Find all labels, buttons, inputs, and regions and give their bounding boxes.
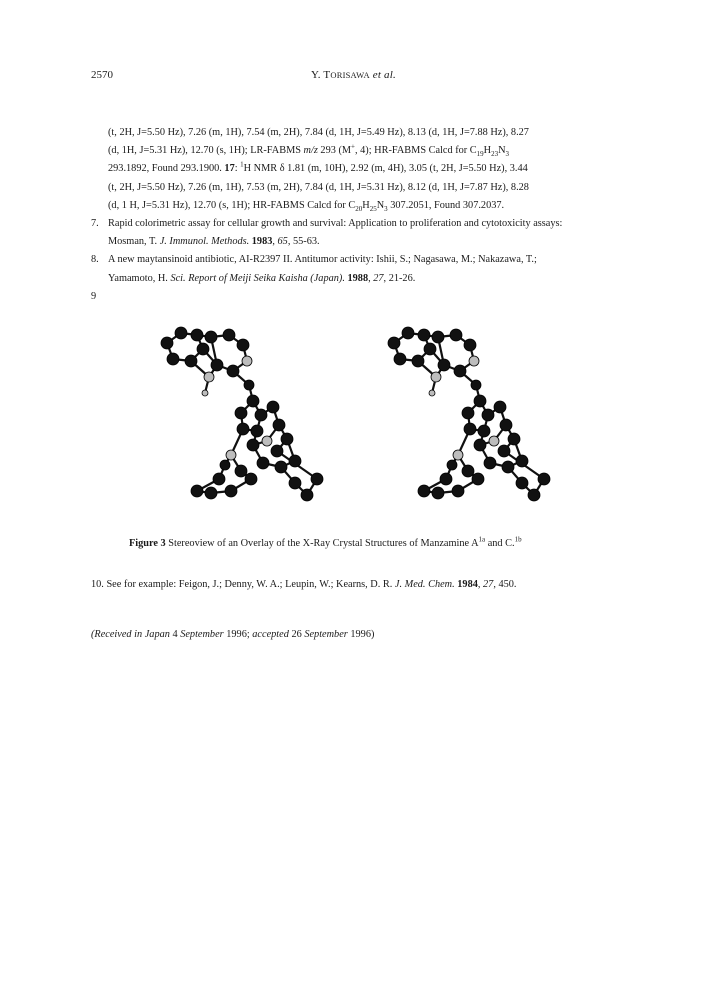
reference-text: , — [272, 236, 278, 248]
journal-name: Sci. Report of Meiji Seika Kaisha (Japan). — [170, 272, 345, 284]
note-text: H — [483, 145, 492, 157]
received-text: 1996) — [347, 629, 375, 640]
reference-7-cont — [91, 233, 631, 251]
hetero-atom — [489, 436, 499, 446]
note-text: 293.1892, Found 293.1900. — [108, 163, 225, 175]
carbon-atom — [424, 343, 436, 355]
carbon-atom — [237, 423, 249, 435]
carbon-atom — [167, 353, 179, 365]
reference-text: , — [368, 272, 374, 284]
reference-7 — [91, 215, 631, 233]
note-line-2 — [91, 142, 631, 160]
accepted-label: accepted — [252, 629, 289, 640]
reference-text: , 55-63. — [287, 236, 320, 248]
reference-volume: 27 — [373, 272, 384, 284]
received-text: 1996; — [223, 629, 253, 640]
molecule-left-view — [161, 327, 323, 501]
carbon-atom — [432, 487, 444, 499]
reference-8-cont — [91, 270, 631, 288]
caption-sup: 1b — [514, 535, 522, 544]
note-text: 307.2051, Found 307.2037. — [387, 199, 505, 211]
carbon-atom — [464, 339, 476, 351]
carbon-atom — [471, 380, 481, 390]
carbon-atom — [462, 465, 474, 477]
reference-text: Yamamoto, H. — [108, 272, 171, 284]
carbon-atom — [267, 401, 279, 413]
note-text: , 4); HR-FABMS Calcd for C — [355, 145, 477, 157]
reference-year: 1988 — [347, 272, 369, 284]
carbon-atom — [472, 473, 484, 485]
carbon-atom — [454, 365, 466, 377]
note-sup: + — [351, 142, 355, 151]
hetero-atom — [242, 356, 252, 366]
reference-text: Rapid colorimetric assay for cellular growth and survival: Application to proliferation and cytotoxicity assays: — [108, 217, 563, 229]
author-lead: Y. T — [311, 69, 331, 81]
carbon-atom — [484, 457, 496, 469]
carbon-atom — [289, 477, 301, 489]
accepted-month: September — [304, 629, 348, 640]
carbon-atom — [251, 425, 263, 437]
carbon-atom — [213, 473, 225, 485]
note-text: H — [362, 199, 370, 211]
author-etal: et al. — [372, 69, 396, 81]
received-month: September — [180, 629, 224, 640]
compound-number: 17 — [224, 163, 235, 175]
carbon-atom — [474, 439, 486, 451]
carbon-atom — [225, 485, 237, 497]
note-sub: 3 — [384, 204, 388, 213]
caption-sup: 1a — [478, 535, 486, 544]
page-number: 2570 — [91, 69, 113, 81]
carbon-atom — [301, 489, 313, 501]
figure-3-stereoview — [140, 315, 580, 525]
carbon-atom — [273, 419, 285, 431]
carbon-atom — [412, 355, 424, 367]
carbon-atom — [161, 337, 173, 349]
carbon-atom — [418, 485, 430, 497]
note-sub: 19 — [476, 150, 484, 159]
author-small-caps: ORISAWA — [330, 70, 370, 80]
note-text: (d, 1H, J=5.31 Hz), 12.70 (s, 1H); LR-FABMS — [108, 145, 304, 157]
journal-name: J. Immunol. Methods. — [159, 236, 250, 248]
note-line-3 — [91, 160, 631, 178]
hetero-atom — [226, 450, 236, 460]
figure-label: Figure 3 — [129, 538, 166, 549]
hetero-atom — [202, 390, 208, 396]
hetero-atom — [262, 436, 272, 446]
carbon-atom — [255, 409, 267, 421]
reference-text: , 450. — [493, 579, 517, 590]
reference-text: A new maytansinoid antibiotic, AI-R2397 II. Antitumor activity: Ishii, S.; Nagasawa, M.; Nakazawa, T.; — [108, 254, 537, 266]
hetero-atom — [469, 356, 479, 366]
carbon-atom — [464, 423, 476, 435]
note-text: (d, 1 H, J=5.31 Hz), 12.70 (s, 1H); HR-FABMS Calcd for C — [108, 199, 356, 211]
reference-8 — [91, 251, 631, 269]
carbon-atom — [281, 433, 293, 445]
reference-volume: 65 — [277, 236, 288, 248]
carbon-atom — [440, 473, 452, 485]
caption-text: and C. — [485, 538, 515, 549]
received-text: 4 — [169, 629, 181, 640]
note-sub: 3 — [505, 150, 510, 159]
carbon-atom — [462, 407, 474, 419]
carbon-atom — [191, 329, 203, 341]
carbon-atom — [394, 353, 406, 365]
reference-text: 10. See for example: Feigon, J.; Denny, W. A.; Leupin, W.; Kearns, D. R. — [91, 579, 395, 590]
carbon-atom — [447, 460, 457, 470]
received-label: (Received in Japan — [91, 629, 170, 640]
carbon-atom — [227, 365, 239, 377]
running-header — [311, 69, 396, 81]
note-line-1: (t, 2H, J=5.50 Hz), 7.26 (m, 1H), 7.54 (m, 2H), 7.84 (d, 1H, J=5.49 Hz), 8.13 (d, 1H, J=7.88 Hz), 8.27 — [108, 127, 529, 138]
reference-text: , 21-26. — [383, 272, 416, 284]
note-sub: 25 — [369, 204, 377, 213]
note-text: : — [234, 163, 241, 175]
note-line-5 — [91, 197, 631, 215]
reference-number: 8. — [91, 254, 99, 266]
hetero-atom — [204, 372, 214, 382]
carbon-atom — [528, 489, 540, 501]
carbon-atom — [508, 433, 520, 445]
reference-text: , — [477, 579, 484, 590]
carbon-atom — [452, 485, 464, 497]
carbon-atom — [237, 339, 249, 351]
carbon-atom — [289, 455, 301, 467]
carbon-atom — [197, 343, 209, 355]
carbon-atom — [494, 401, 506, 413]
reference-text: Mosman, T. — [108, 236, 160, 248]
reference-year: 1984 — [457, 579, 478, 590]
reference-volume: 27 — [483, 579, 494, 590]
references-block — [91, 124, 631, 306]
carbon-atom — [205, 487, 217, 499]
received-date-note — [91, 629, 374, 640]
carbon-atom — [247, 439, 259, 451]
note-text: 293 (M — [317, 145, 352, 157]
reference-10 — [91, 579, 516, 590]
hetero-atom — [453, 450, 463, 460]
carbon-atom — [247, 395, 259, 407]
carbon-atom — [275, 461, 287, 473]
carbon-atom — [175, 327, 187, 339]
carbon-atom — [235, 465, 247, 477]
hetero-atom — [431, 372, 441, 382]
note-sub: 20 — [355, 204, 363, 213]
note-text: H NMR δ 1.81 (m, 10H), 2.92 (m, 4H), 3.05 (t, 2H, J=5.50 Hz), 3.44 — [243, 163, 528, 175]
molecule-stereo-image — [140, 315, 580, 525]
molecule-right-view — [388, 327, 550, 501]
carbon-atom — [244, 380, 254, 390]
carbon-atom — [220, 460, 230, 470]
carbon-atom — [257, 457, 269, 469]
note-italic: m/z — [303, 145, 318, 157]
carbon-atom — [438, 359, 450, 371]
carbon-atom — [245, 473, 257, 485]
carbon-atom — [538, 473, 550, 485]
received-text: 26 — [288, 629, 305, 640]
carbon-atom — [502, 461, 514, 473]
figure-caption — [129, 535, 522, 549]
carbon-atom — [223, 329, 235, 341]
note-text: N — [498, 145, 506, 157]
carbon-atom — [388, 337, 400, 349]
carbon-atom — [500, 419, 512, 431]
carbon-atom — [418, 329, 430, 341]
carbon-atom — [185, 355, 197, 367]
carbon-atom — [478, 425, 490, 437]
carbon-atom — [191, 485, 203, 497]
journal-name: J. Med. Chem. — [394, 579, 455, 590]
note-text: N — [376, 199, 385, 211]
carbon-atom — [311, 473, 323, 485]
carbon-atom — [271, 445, 283, 457]
reference-9 — [91, 288, 631, 306]
carbon-atom — [498, 445, 510, 457]
carbon-atom — [516, 477, 528, 489]
carbon-atom — [211, 359, 223, 371]
carbon-atom — [450, 329, 462, 341]
note-sub: 23 — [491, 150, 499, 159]
reference-year: 1983 — [251, 236, 273, 248]
note-sup: 1 — [240, 160, 244, 169]
carbon-atom — [235, 407, 247, 419]
reference-number: 7. — [91, 217, 99, 229]
carbon-atom — [205, 331, 217, 343]
carbon-atom — [432, 331, 444, 343]
carbon-atom — [474, 395, 486, 407]
carbon-atom — [402, 327, 414, 339]
carbon-atom — [516, 455, 528, 467]
caption-text: Stereoview of an Overlay of the X-Ray Crystal Structures of Manzamine A — [165, 538, 479, 549]
carbon-atom — [482, 409, 494, 421]
reference-number: 9 — [91, 290, 97, 302]
hetero-atom — [429, 390, 435, 396]
note-line-4: (t, 2H, J=5.50 Hz), 7.26 (m, 1H), 7.53 (m, 2H), 7.84 (d, 1H, J=5.31 Hz), 8.12 (d, 1H, J=7.87 Hz), 8.28 — [108, 181, 529, 193]
